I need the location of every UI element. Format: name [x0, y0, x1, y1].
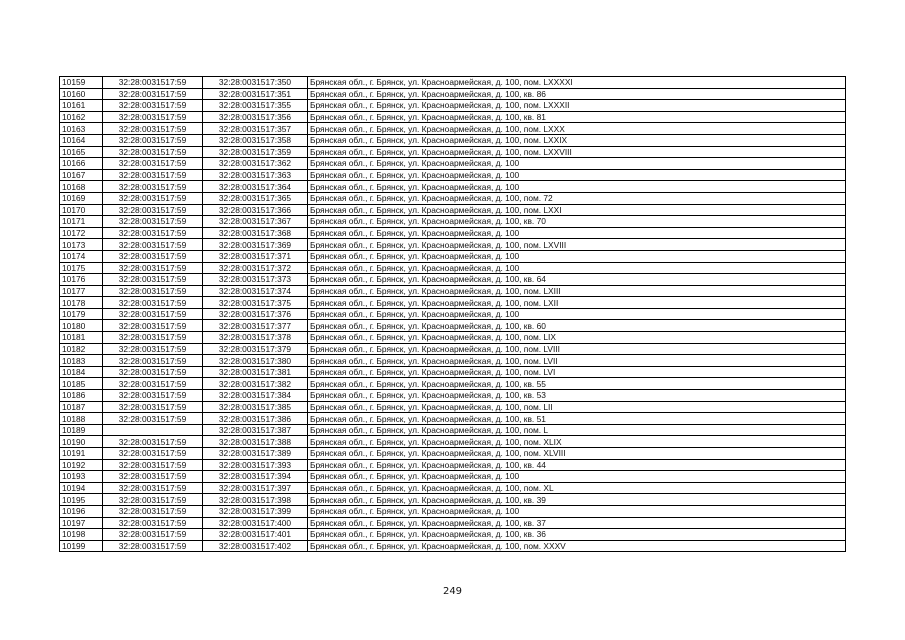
address-cell: Брянская обл., г. Брянск, ул. Красноармейская, д. 100, пом. LXVIII — [308, 239, 846, 251]
address-cell: Брянская обл., г. Брянск, ул. Красноармейская, д. 100, пом. LVI — [308, 366, 846, 378]
cadastral-number-cell: 32:28:0031517:357 — [203, 123, 308, 135]
address-cell: Брянская обл., г. Брянск, ул. Красноармейская, д. 100, пом. LVII — [308, 355, 846, 367]
cadastral-number-cell: 32:28:0031517:359 — [203, 146, 308, 158]
table-row — [60, 413, 846, 425]
address-cell: Брянская обл., г. Брянск, ул. Красноармейская, д. 100, кв. 51 — [308, 413, 846, 425]
row-number-cell: 10177 — [60, 285, 103, 297]
row-number-cell: 10184 — [60, 366, 103, 378]
table-row — [60, 494, 846, 506]
address-cell: Брянская обл., г. Брянск, ул. Красноармейская, д. 100, пом. LXXI — [308, 204, 846, 216]
cadastral-number-cell: 32:28:0031517:362 — [203, 158, 308, 170]
table-row — [60, 343, 846, 355]
table-row — [60, 297, 846, 309]
parent-cadastral-cell: 32:28:0031517:59 — [103, 239, 203, 251]
address-cell: Брянская обл., г. Брянск, ул. Красноармейская, д. 100 — [308, 181, 846, 193]
table-row — [60, 285, 846, 297]
address-cell: Брянская обл., г. Брянск, ул. Красноармейская, д. 100 — [308, 471, 846, 483]
table-row — [60, 378, 846, 390]
cadastral-number-cell: 32:28:0031517:350 — [203, 77, 308, 89]
parent-cadastral-cell: 32:28:0031517:59 — [103, 262, 203, 274]
row-number-cell: 10189 — [60, 424, 103, 436]
table-row — [60, 158, 846, 170]
address-cell: Брянская обл., г. Брянск, ул. Красноармейская, д. 100, пом. LII — [308, 401, 846, 413]
row-number-cell: 10166 — [60, 158, 103, 170]
registry-table — [59, 76, 846, 552]
cadastral-number-cell: 32:28:0031517:356 — [203, 111, 308, 123]
row-number-cell: 10186 — [60, 390, 103, 402]
row-number-cell: 10198 — [60, 529, 103, 541]
row-number-cell: 10180 — [60, 320, 103, 332]
address-cell: Брянская обл., г. Брянск, ул. Красноармейская, д. 100 — [308, 308, 846, 320]
table-row — [60, 262, 846, 274]
row-number-cell: 10167 — [60, 169, 103, 181]
cadastral-number-cell: 32:28:0031517:398 — [203, 494, 308, 506]
parent-cadastral-cell: 32:28:0031517:59 — [103, 378, 203, 390]
table-row — [60, 123, 846, 135]
cadastral-number-cell: 32:28:0031517:371 — [203, 250, 308, 262]
parent-cadastral-cell: 32:28:0031517:59 — [103, 100, 203, 112]
parent-cadastral-cell: 32:28:0031517:59 — [103, 285, 203, 297]
row-number-cell: 10162 — [60, 111, 103, 123]
parent-cadastral-cell: 32:28:0031517:59 — [103, 227, 203, 239]
table-row — [60, 517, 846, 529]
cadastral-number-cell: 32:28:0031517:363 — [203, 169, 308, 181]
cadastral-number-cell: 32:28:0031517:385 — [203, 401, 308, 413]
row-number-cell: 10185 — [60, 378, 103, 390]
cadastral-number-cell: 32:28:0031517:387 — [203, 424, 308, 436]
address-cell: Брянская обл., г. Брянск, ул. Красноармейская, д. 100, кв. 60 — [308, 320, 846, 332]
row-number-cell: 10163 — [60, 123, 103, 135]
row-number-cell: 10168 — [60, 181, 103, 193]
parent-cadastral-cell — [103, 424, 203, 436]
table-row — [60, 169, 846, 181]
table-row — [60, 448, 846, 460]
table-row — [60, 471, 846, 483]
address-cell: Брянская обл., г. Брянск, ул. Красноармейская, д. 100, пом. LXXXXI — [308, 77, 846, 89]
row-number-cell: 10194 — [60, 482, 103, 494]
address-cell: Брянская обл., г. Брянск, ул. Красноармейская, д. 100, кв. 39 — [308, 494, 846, 506]
table-row — [60, 332, 846, 344]
address-cell: Брянская обл., г. Брянск, ул. Красноармейская, д. 100, пом. LXXVIII — [308, 146, 846, 158]
row-number-cell: 10181 — [60, 332, 103, 344]
cadastral-number-cell: 32:28:0031517:364 — [203, 181, 308, 193]
parent-cadastral-cell: 32:28:0031517:59 — [103, 308, 203, 320]
cadastral-number-cell: 32:28:0031517:388 — [203, 436, 308, 448]
cadastral-number-cell: 32:28:0031517:380 — [203, 355, 308, 367]
row-number-cell: 10178 — [60, 297, 103, 309]
row-number-cell: 10187 — [60, 401, 103, 413]
row-number-cell: 10190 — [60, 436, 103, 448]
cadastral-number-cell: 32:28:0031517:378 — [203, 332, 308, 344]
parent-cadastral-cell: 32:28:0031517:59 — [103, 494, 203, 506]
row-number-cell: 10173 — [60, 239, 103, 251]
row-number-cell: 10170 — [60, 204, 103, 216]
table-row — [60, 250, 846, 262]
row-number-cell: 10169 — [60, 192, 103, 204]
cadastral-number-cell: 32:28:0031517:358 — [203, 134, 308, 146]
cadastral-number-cell: 32:28:0031517:382 — [203, 378, 308, 390]
address-cell: Брянская обл., г. Брянск, ул. Красноармейская, д. 100 — [308, 158, 846, 170]
row-number-cell: 10159 — [60, 77, 103, 89]
address-cell: Брянская обл., г. Брянск, ул. Красноармейская, д. 100, пом. LIX — [308, 332, 846, 344]
cadastral-number-cell: 32:28:0031517:375 — [203, 297, 308, 309]
table-row — [60, 204, 846, 216]
row-number-cell: 10191 — [60, 448, 103, 460]
cadastral-number-cell: 32:28:0031517:374 — [203, 285, 308, 297]
address-cell: Брянская обл., г. Брянск, ул. Красноармейская, д. 100, пом. LXII — [308, 297, 846, 309]
row-number-cell: 10192 — [60, 459, 103, 471]
parent-cadastral-cell: 32:28:0031517:59 — [103, 436, 203, 448]
row-number-cell: 10165 — [60, 146, 103, 158]
address-cell: Брянская обл., г. Брянск, ул. Красноармейская, д. 100, кв. 64 — [308, 274, 846, 286]
address-cell: Брянская обл., г. Брянск, ул. Красноармейская, д. 100, пом. LXXXII — [308, 100, 846, 112]
table-row — [60, 134, 846, 146]
parent-cadastral-cell: 32:28:0031517:59 — [103, 111, 203, 123]
table-row — [60, 401, 846, 413]
cadastral-number-cell: 32:28:0031517:394 — [203, 471, 308, 483]
cadastral-number-cell: 32:28:0031517:376 — [203, 308, 308, 320]
parent-cadastral-cell: 32:28:0031517:59 — [103, 540, 203, 552]
row-number-cell: 10196 — [60, 505, 103, 517]
cadastral-number-cell: 32:28:0031517:400 — [203, 517, 308, 529]
cadastral-number-cell: 32:28:0031517:393 — [203, 459, 308, 471]
parent-cadastral-cell: 32:28:0031517:59 — [103, 134, 203, 146]
cadastral-number-cell: 32:28:0031517:397 — [203, 482, 308, 494]
row-number-cell: 10161 — [60, 100, 103, 112]
row-number-cell: 10193 — [60, 471, 103, 483]
cadastral-number-cell: 32:28:0031517:367 — [203, 216, 308, 228]
parent-cadastral-cell: 32:28:0031517:59 — [103, 274, 203, 286]
parent-cadastral-cell: 32:28:0031517:59 — [103, 401, 203, 413]
table-row — [60, 308, 846, 320]
cadastral-number-cell: 32:28:0031517:399 — [203, 505, 308, 517]
row-number-cell: 10160 — [60, 88, 103, 100]
table-row — [60, 529, 846, 541]
parent-cadastral-cell: 32:28:0031517:59 — [103, 529, 203, 541]
parent-cadastral-cell: 32:28:0031517:59 — [103, 169, 203, 181]
table-row — [60, 274, 846, 286]
row-number-cell: 10176 — [60, 274, 103, 286]
table-row — [60, 436, 846, 448]
address-cell: Брянская обл., г. Брянск, ул. Красноармейская, д. 100, пом. LXIII — [308, 285, 846, 297]
parent-cadastral-cell: 32:28:0031517:59 — [103, 123, 203, 135]
table-row — [60, 216, 846, 228]
row-number-cell: 10172 — [60, 227, 103, 239]
address-cell: Брянская обл., г. Брянск, ул. Красноармейская, д. 100, пом. LXXIX — [308, 134, 846, 146]
cadastral-number-cell: 32:28:0031517:372 — [203, 262, 308, 274]
address-cell: Брянская обл., г. Брянск, ул. Красноармейская, д. 100, кв. 70 — [308, 216, 846, 228]
parent-cadastral-cell: 32:28:0031517:59 — [103, 459, 203, 471]
table-row — [60, 77, 846, 89]
row-number-cell: 10175 — [60, 262, 103, 274]
parent-cadastral-cell: 32:28:0031517:59 — [103, 413, 203, 425]
address-cell: Брянская обл., г. Брянск, ул. Красноармейская, д. 100, пом. LXXX — [308, 123, 846, 135]
table-row — [60, 320, 846, 332]
parent-cadastral-cell: 32:28:0031517:59 — [103, 216, 203, 228]
parent-cadastral-cell: 32:28:0031517:59 — [103, 390, 203, 402]
cadastral-number-cell: 32:28:0031517:389 — [203, 448, 308, 460]
parent-cadastral-cell: 32:28:0031517:59 — [103, 250, 203, 262]
parent-cadastral-cell: 32:28:0031517:59 — [103, 355, 203, 367]
parent-cadastral-cell: 32:28:0031517:59 — [103, 88, 203, 100]
table-row — [60, 540, 846, 552]
registry-table-body — [60, 77, 846, 552]
row-number-cell: 10164 — [60, 134, 103, 146]
cadastral-number-cell: 32:28:0031517:402 — [203, 540, 308, 552]
address-cell: Брянская обл., г. Брянск, ул. Красноармейская, д. 100, кв. 55 — [308, 378, 846, 390]
parent-cadastral-cell: 32:28:0031517:59 — [103, 297, 203, 309]
parent-cadastral-cell: 32:28:0031517:59 — [103, 77, 203, 89]
row-number-cell: 10199 — [60, 540, 103, 552]
parent-cadastral-cell: 32:28:0031517:59 — [103, 471, 203, 483]
table-row — [60, 192, 846, 204]
table-row — [60, 227, 846, 239]
address-cell: Брянская обл., г. Брянск, ул. Красноармейская, д. 100, пом. LVIII — [308, 343, 846, 355]
table-row — [60, 366, 846, 378]
parent-cadastral-cell: 32:28:0031517:59 — [103, 448, 203, 460]
table-row — [60, 505, 846, 517]
cadastral-number-cell: 32:28:0031517:368 — [203, 227, 308, 239]
parent-cadastral-cell: 32:28:0031517:59 — [103, 146, 203, 158]
table-row — [60, 239, 846, 251]
parent-cadastral-cell: 32:28:0031517:59 — [103, 332, 203, 344]
table-row — [60, 100, 846, 112]
parent-cadastral-cell: 32:28:0031517:59 — [103, 343, 203, 355]
cadastral-number-cell: 32:28:0031517:384 — [203, 390, 308, 402]
cadastral-number-cell: 32:28:0031517:369 — [203, 239, 308, 251]
parent-cadastral-cell: 32:28:0031517:59 — [103, 517, 203, 529]
cadastral-number-cell: 32:28:0031517:366 — [203, 204, 308, 216]
address-cell: Брянская обл., г. Брянск, ул. Красноармейская, д. 100 — [308, 262, 846, 274]
address-cell: Брянская обл., г. Брянск, ул. Красноармейская, д. 100 — [308, 227, 846, 239]
address-cell: Брянская обл., г. Брянск, ул. Красноармейская, д. 100, кв. 53 — [308, 390, 846, 402]
table-row — [60, 390, 846, 402]
table-row — [60, 355, 846, 367]
address-cell: Брянская обл., г. Брянск, ул. Красноармейская, д. 100, пом. XXXV — [308, 540, 846, 552]
address-cell: Брянская обл., г. Брянск, ул. Красноармейская, д. 100, пом. XLIX — [308, 436, 846, 448]
table-row — [60, 146, 846, 158]
cadastral-number-cell: 32:28:0031517:386 — [203, 413, 308, 425]
address-cell: Брянская обл., г. Брянск, ул. Красноармейская, д. 100, пом. XL — [308, 482, 846, 494]
row-number-cell: 10188 — [60, 413, 103, 425]
address-cell: Брянская обл., г. Брянск, ул. Красноармейская, д. 100 — [308, 505, 846, 517]
table-row — [60, 482, 846, 494]
table-row — [60, 181, 846, 193]
row-number-cell: 10174 — [60, 250, 103, 262]
address-cell: Брянская обл., г. Брянск, ул. Красноармейская, д. 100, пом. L — [308, 424, 846, 436]
parent-cadastral-cell: 32:28:0031517:59 — [103, 505, 203, 517]
address-cell: Брянская обл., г. Брянск, ул. Красноармейская, д. 100, пом. 72 — [308, 192, 846, 204]
table-row — [60, 88, 846, 100]
cadastral-number-cell: 32:28:0031517:355 — [203, 100, 308, 112]
row-number-cell: 10197 — [60, 517, 103, 529]
parent-cadastral-cell: 32:28:0031517:59 — [103, 366, 203, 378]
table-row — [60, 111, 846, 123]
cadastral-number-cell: 32:28:0031517:373 — [203, 274, 308, 286]
table-row — [60, 459, 846, 471]
cadastral-number-cell: 32:28:0031517:377 — [203, 320, 308, 332]
row-number-cell: 10179 — [60, 308, 103, 320]
row-number-cell: 10182 — [60, 343, 103, 355]
row-number-cell: 10171 — [60, 216, 103, 228]
row-number-cell: 10195 — [60, 494, 103, 506]
parent-cadastral-cell: 32:28:0031517:59 — [103, 181, 203, 193]
parent-cadastral-cell: 32:28:0031517:59 — [103, 204, 203, 216]
cadastral-number-cell: 32:28:0031517:381 — [203, 366, 308, 378]
cadastral-number-cell: 32:28:0031517:351 — [203, 88, 308, 100]
address-cell: Брянская обл., г. Брянск, ул. Красноармейская, д. 100, кв. 44 — [308, 459, 846, 471]
cadastral-number-cell: 32:28:0031517:379 — [203, 343, 308, 355]
address-cell: Брянская обл., г. Брянск, ул. Красноармейская, д. 100 — [308, 169, 846, 181]
parent-cadastral-cell: 32:28:0031517:59 — [103, 158, 203, 170]
cadastral-number-cell: 32:28:0031517:365 — [203, 192, 308, 204]
parent-cadastral-cell: 32:28:0031517:59 — [103, 320, 203, 332]
address-cell: Брянская обл., г. Брянск, ул. Красноармейская, д. 100, кв. 36 — [308, 529, 846, 541]
address-cell: Брянская обл., г. Брянск, ул. Красноармейская, д. 100, кв. 81 — [308, 111, 846, 123]
address-cell: Брянская обл., г. Брянск, ул. Красноармейская, д. 100, пом. XLVIII — [308, 448, 846, 460]
row-number-cell: 10183 — [60, 355, 103, 367]
address-cell: Брянская обл., г. Брянск, ул. Красноармейская, д. 100, кв. 86 — [308, 88, 846, 100]
parent-cadastral-cell: 32:28:0031517:59 — [103, 192, 203, 204]
page-number: 249 — [442, 586, 463, 597]
address-cell: Брянская обл., г. Брянск, ул. Красноармейская, д. 100 — [308, 250, 846, 262]
cadastral-number-cell: 32:28:0031517:401 — [203, 529, 308, 541]
address-cell: Брянская обл., г. Брянск, ул. Красноармейская, д. 100, кв. 37 — [308, 517, 846, 529]
parent-cadastral-cell: 32:28:0031517:59 — [103, 482, 203, 494]
table-row — [60, 424, 846, 436]
